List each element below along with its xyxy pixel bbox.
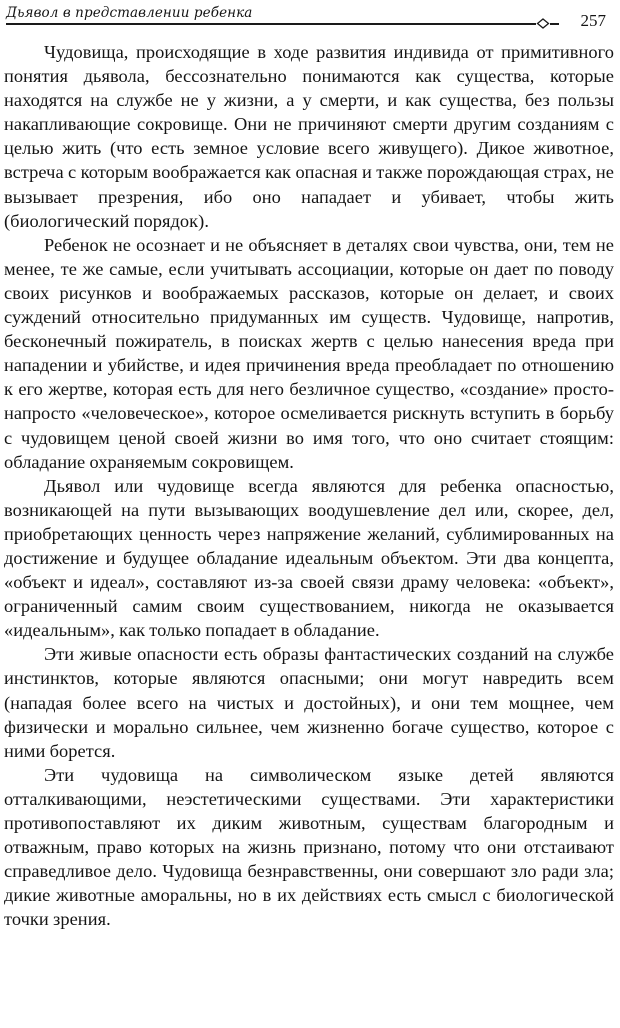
page-number: 257 bbox=[580, 11, 606, 30]
paragraph: Эти чудовища на символическом языке детей являются отталкивающими, неэстетическими существами. Эти характеристики противопоставляют их диким животным, существам благородным и отважным, право которых на жизнь признано, потому что они отстаивают справедливое дело. Чудовища безнравственны, они совершают зло ради зла; дикие животные аморальны, но в их действиях есть смысл с биологической точки зрения. bbox=[4, 764, 614, 930]
diamond-ornament-icon bbox=[536, 18, 550, 29]
running-title: Дьявол в представлении ребенка bbox=[6, 5, 253, 21]
paragraph: Чудовища, происходящие в ходе развития индивида от примитивного понятия дьявола, бессознательно понимаются как существа, которые находятся на службе не у жизни, а у смерти, и как существа, без пользы накапливающие сокровище. Они не причиняют смерти другим созданиям с целью жить (что есть земное условие всего живущего). Дикое животное, встреча с которым воображается как опасная и также порождающая страх, не вызывает презрения, ибо оно нападает и убивает, чтобы жить (биологический порядок). bbox=[4, 42, 614, 231]
body-text bbox=[4, 40, 614, 931]
header-rule bbox=[6, 23, 559, 25]
paragraph: Ребенок не осознает и не объясняет в деталях свои чувства, они, тем не менее, те же самые, если учитывать ассоциации, которые он дает по поводу своих рисунков и воображаемых рассказов, которые он делает, и своих суждений относительно придуманных им существ. Чудовище, напротив, бесконечный пожиратель, в поисках жертв с целью нанесения вреда при нападении и убийстве, и идея причинения вреда преобладает по отношению к его жертве, которая есть для него безличное существо, «создание» просто-напросто «человеческое», которое осмеливается рискнуть вступить в борьбу с чудовищем ценой своей жизни во имя того, что оно считает стоящим: обладание охраняемым сокровищем. bbox=[4, 234, 614, 472]
paragraph: Дьявол или чудовище всегда являются для ребенка опасностью, возникающей на пути вызывающих воодушевление дел или, скорее, дел, приобретающих ценность через напряжение желаний, сублимированных на достижение и будущее обладание идеальным объектом. Эти два концепта, «объект и идеал», составляют из-за своей связи драму человека: «объект», ограниченный самим своим существованием, никогда не оказывается «идеальным», как только попадает в обладание. bbox=[4, 475, 614, 641]
paragraph: Эти живые опасности есть образы фантастических созданий на службе инстинктов, которые являются опасными; они могут навредить всем (нападая более всего на чистых и достойных), и они тем мощнее, чем физически и морально сильнее, чем жизненно богаче существо, которое с ними борется. bbox=[4, 644, 614, 761]
running-header bbox=[6, 3, 606, 31]
